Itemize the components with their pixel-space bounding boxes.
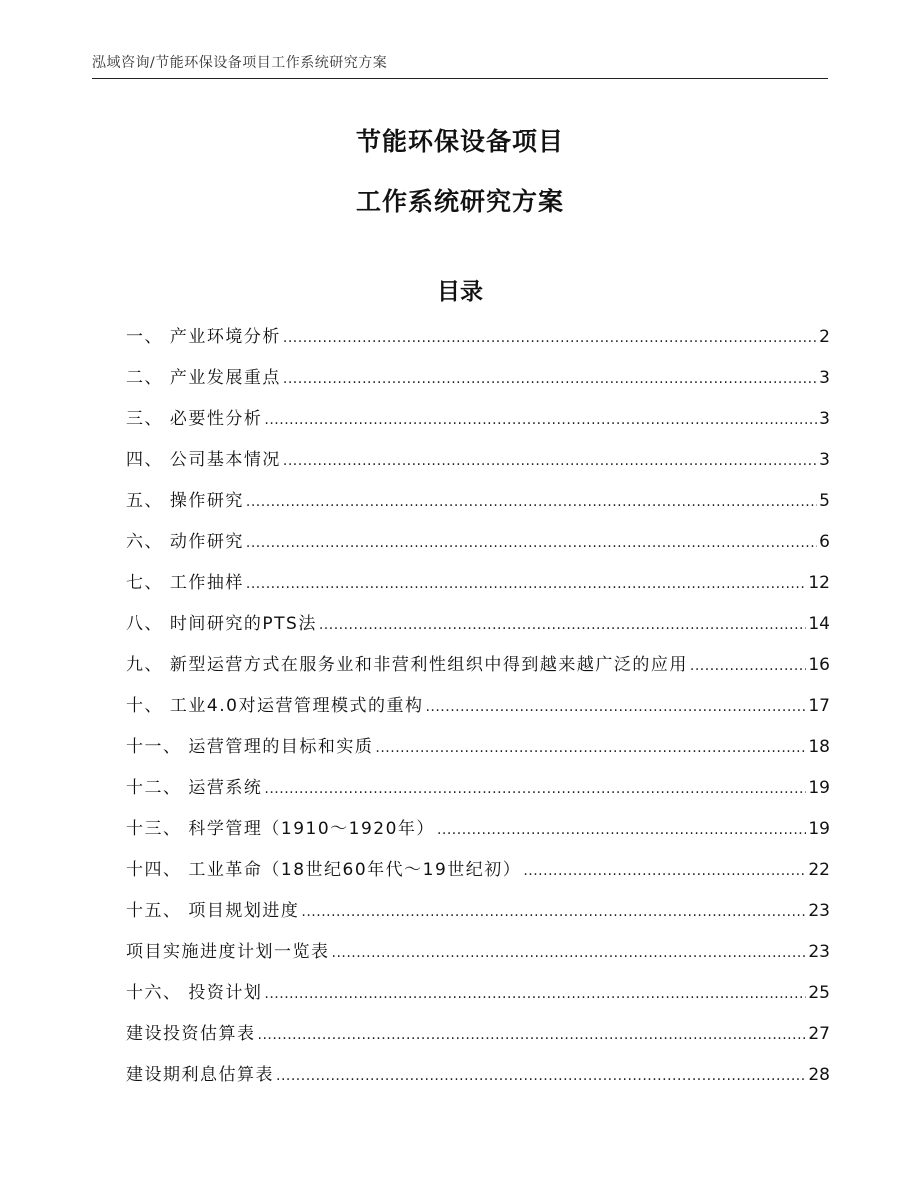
- toc-leader-dots: [301, 897, 806, 927]
- toc-leader-dots: [246, 528, 817, 558]
- toc-entry-label: 建设期利息估算表: [126, 1065, 274, 1085]
- toc-entry-label: 二、 产业发展重点: [126, 368, 281, 388]
- toc-entry-page: 12: [808, 573, 830, 593]
- toc-entry-label: 十三、 科学管理（1910～1920年）: [126, 819, 435, 839]
- toc-entry-page: 3: [819, 450, 830, 470]
- toc-entry-label: 项目实施进度计划一览表: [126, 942, 330, 962]
- toc-entry-page: 3: [819, 368, 830, 388]
- toc-entry-label: 十五、 项目规划进度: [126, 901, 300, 921]
- toc-entry-label: 一、 产业环境分析: [126, 327, 281, 347]
- document-title-line-1: 节能环保设备项目: [355, 127, 564, 156]
- toc-entry[interactable]: [126, 322, 830, 363]
- toc-entry-label: 八、 时间研究的PTS法: [126, 614, 317, 634]
- toc-entry-label: 三、 必要性分析: [126, 409, 263, 429]
- toc-entry-label: 九、 新型运营方式在服务业和非营利性组织中得到越来越广泛的应用: [126, 655, 688, 675]
- toc-entry[interactable]: [126, 855, 830, 896]
- toc-heading: 目录: [437, 279, 483, 305]
- toc-entry[interactable]: [126, 445, 830, 486]
- toc-leader-dots: [264, 774, 806, 804]
- toc-entry[interactable]: [126, 486, 830, 527]
- toc-leader-dots: [283, 323, 817, 353]
- table-of-contents: [126, 322, 830, 1101]
- toc-entry[interactable]: [126, 937, 830, 978]
- toc-entry[interactable]: [126, 527, 830, 568]
- toc-entry-page: 22: [808, 860, 830, 880]
- toc-leader-dots: [276, 1061, 806, 1091]
- toc-entry[interactable]: [126, 773, 830, 814]
- toc-entry-page: 27: [808, 1024, 830, 1044]
- toc-entry[interactable]: [126, 814, 830, 855]
- toc-entry-label: 七、 工作抽样: [126, 573, 244, 593]
- toc-entry-label: 十六、 投资计划: [126, 983, 263, 1003]
- toc-entry[interactable]: [126, 896, 830, 937]
- toc-entry-label: 五、 操作研究: [126, 491, 244, 511]
- toc-entry[interactable]: [126, 609, 830, 650]
- toc-leader-dots: [690, 651, 806, 681]
- toc-leader-dots: [332, 938, 807, 968]
- toc-entry-page: 14: [808, 614, 830, 634]
- toc-entry-page: 28: [808, 1065, 830, 1085]
- toc-entry[interactable]: [126, 650, 830, 691]
- toc-leader-dots: [246, 487, 817, 517]
- toc-entry-label: 十二、 运营系统: [126, 778, 263, 798]
- toc-entry[interactable]: [126, 568, 830, 609]
- toc-entry-label: 十一、 运营管理的目标和实质: [126, 737, 374, 757]
- toc-leader-dots: [246, 569, 806, 599]
- toc-entry-page: 17: [808, 696, 830, 716]
- toc-entry-label: 十、 工业4.0对运营管理模式的重构: [126, 696, 424, 716]
- toc-entry-page: 19: [808, 819, 830, 839]
- toc-leader-dots: [319, 610, 807, 640]
- toc-entry-page: 6: [819, 532, 830, 552]
- toc-leader-dots: [375, 733, 806, 763]
- header-divider: [92, 78, 828, 79]
- toc-entry-label: 六、 动作研究: [126, 532, 244, 552]
- toc-leader-dots: [523, 856, 806, 886]
- toc-leader-dots: [437, 815, 806, 845]
- toc-entry-page: 23: [808, 901, 830, 921]
- toc-entry-page: 25: [808, 983, 830, 1003]
- toc-leader-dots: [264, 405, 817, 435]
- toc-leader-dots: [264, 979, 806, 1009]
- toc-entry[interactable]: [126, 404, 830, 445]
- page-header: 泓域咨询/节能环保设备项目工作系统研究方案: [92, 55, 388, 71]
- toc-entry-label: 四、 公司基本情况: [126, 450, 281, 470]
- toc-entry-page: 3: [819, 409, 830, 429]
- toc-entry[interactable]: [126, 1060, 830, 1101]
- toc-leader-dots: [258, 1020, 807, 1050]
- toc-entry-page: 5: [819, 491, 830, 511]
- toc-entry-page: 23: [808, 942, 830, 962]
- toc-leader-dots: [425, 692, 806, 722]
- toc-entry-page: 19: [808, 778, 830, 798]
- toc-entry[interactable]: [126, 978, 830, 1019]
- toc-entry[interactable]: [126, 1019, 830, 1060]
- toc-entry-label: 十四、 工业革命（18世纪60年代～19世纪初）: [126, 860, 522, 880]
- toc-entry[interactable]: [126, 732, 830, 773]
- toc-entry-page: 18: [808, 737, 830, 757]
- document-title-line-2: 工作系统研究方案: [355, 187, 564, 216]
- toc-leader-dots: [283, 446, 817, 476]
- toc-entry-page: 16: [808, 655, 830, 675]
- toc-entry-label: 建设投资估算表: [126, 1024, 256, 1044]
- toc-entry[interactable]: [126, 363, 830, 404]
- toc-leader-dots: [283, 364, 817, 394]
- toc-entry-page: 2: [819, 327, 830, 347]
- toc-entry[interactable]: [126, 691, 830, 732]
